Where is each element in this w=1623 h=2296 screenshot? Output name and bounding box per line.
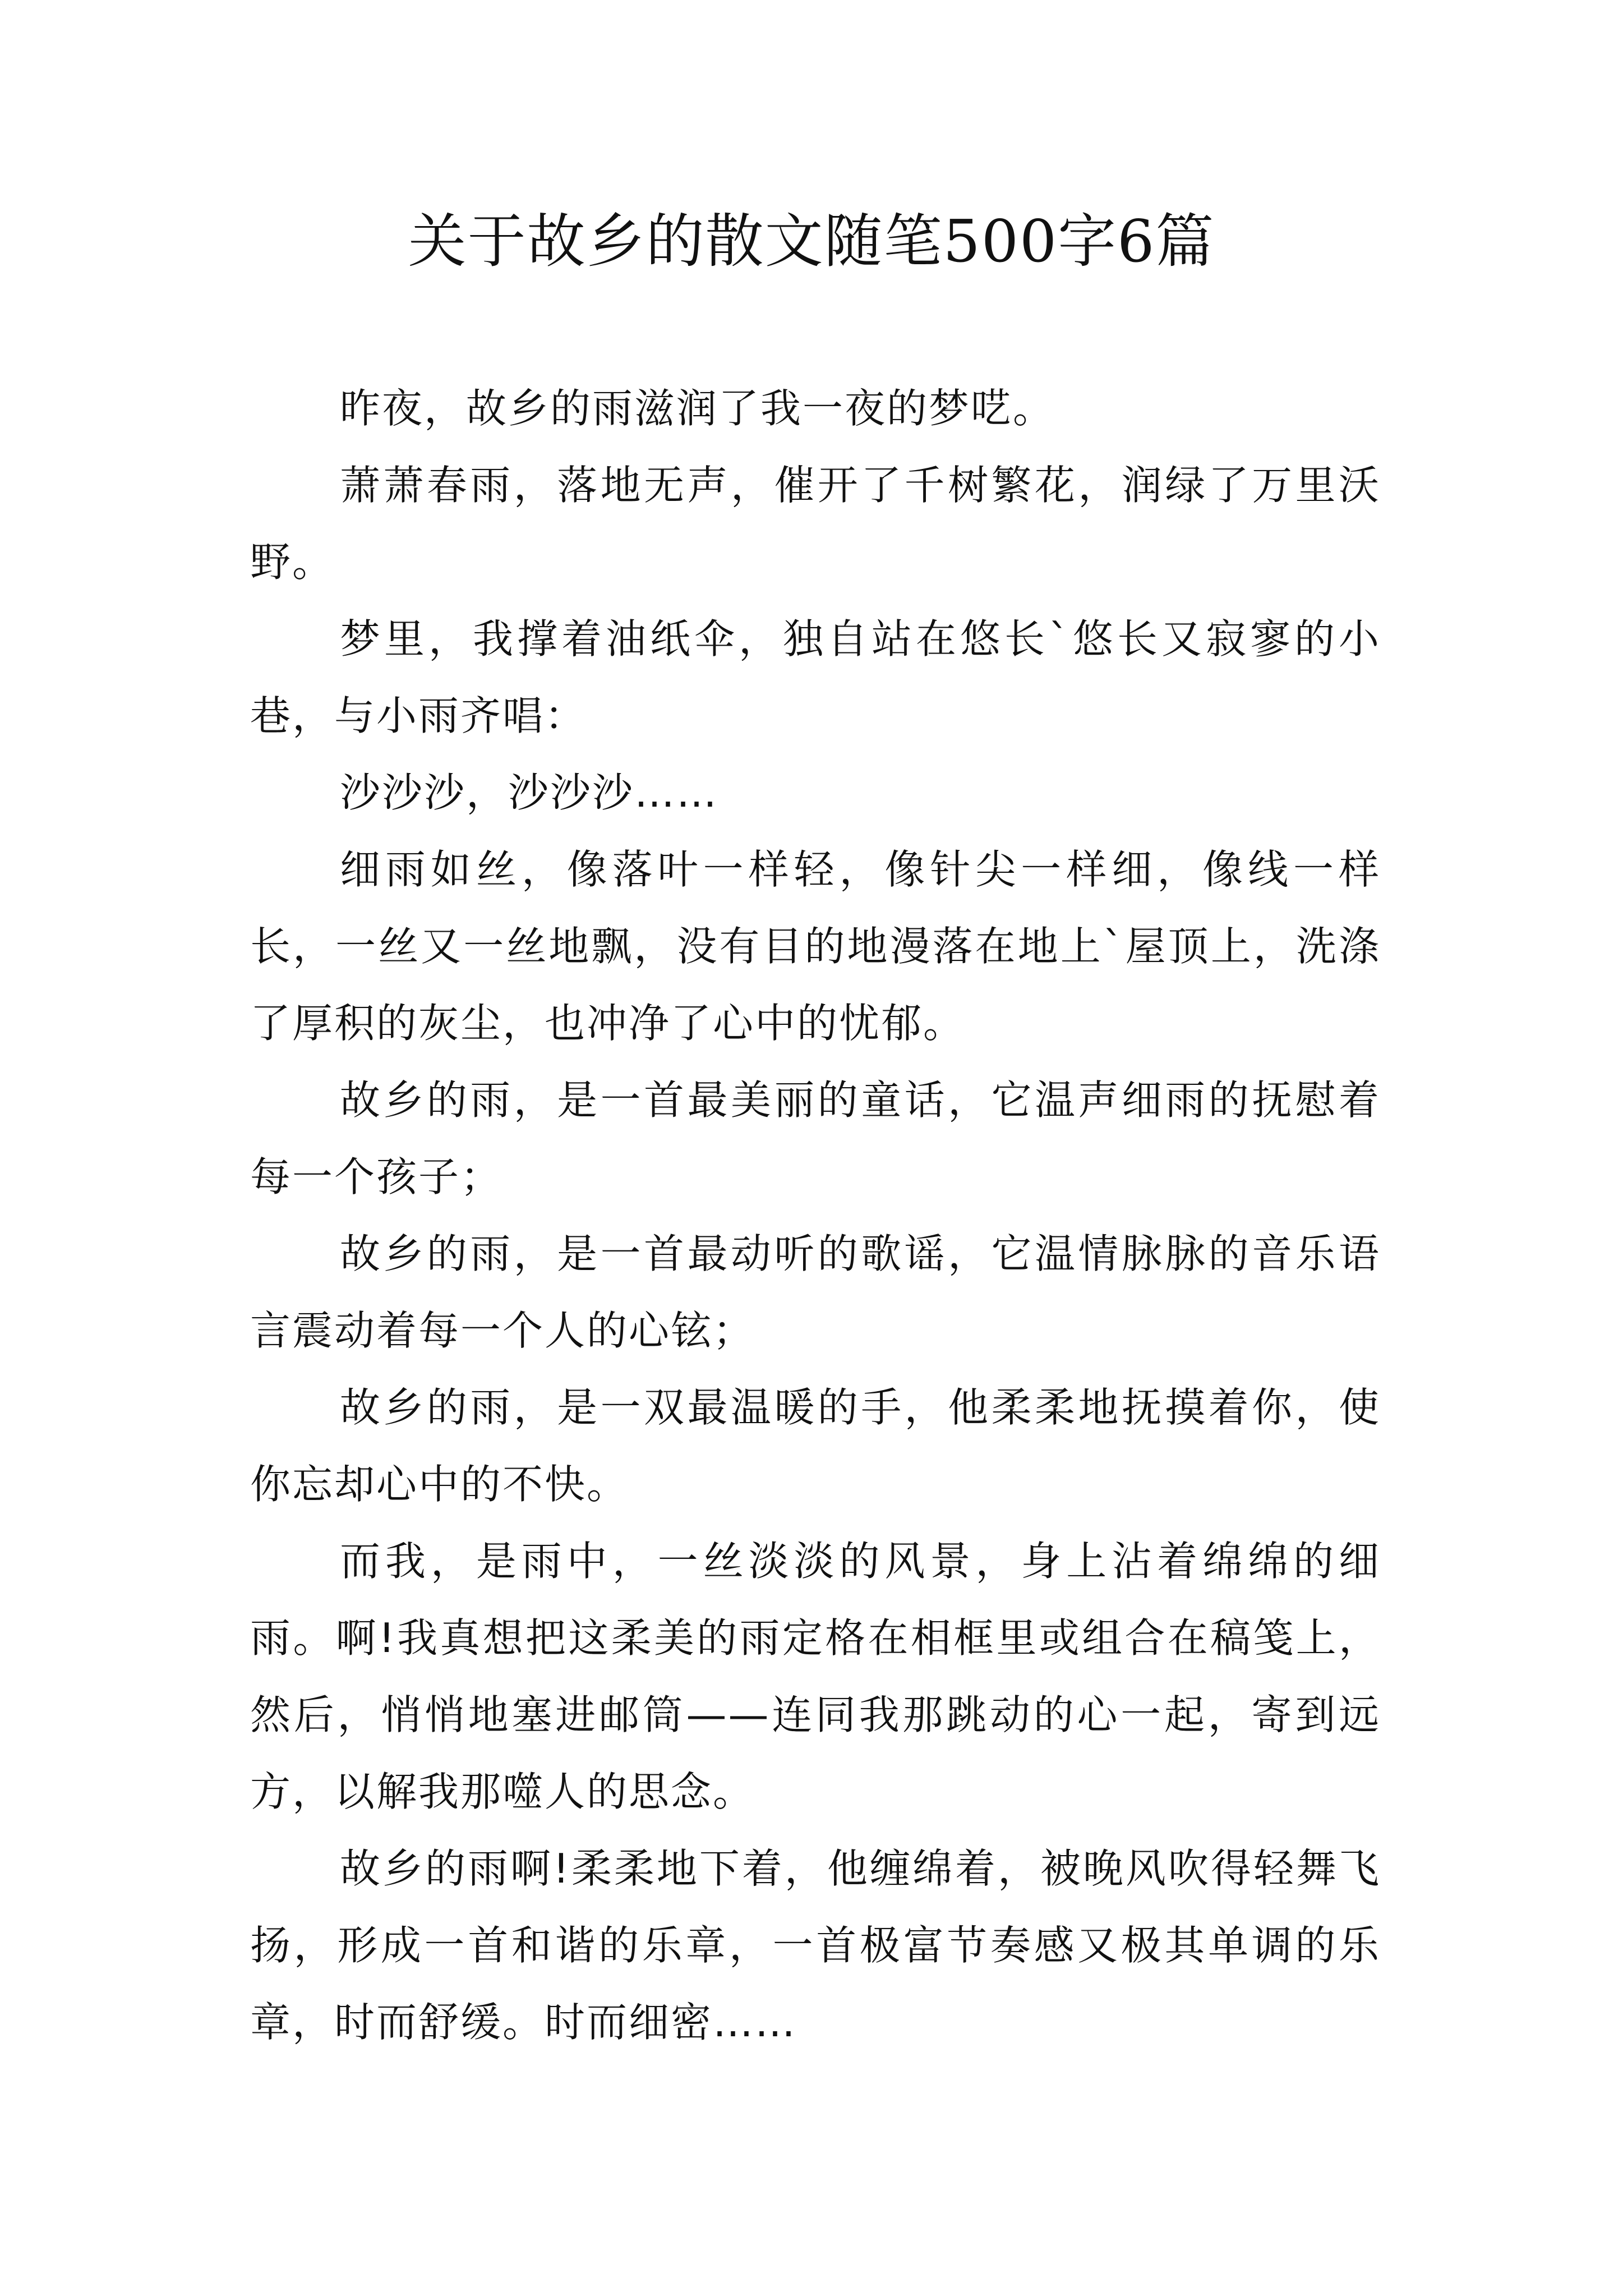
paragraph: 故乡的雨啊!柔柔地下着，他缠绵着，被晚风吹得轻舞飞扬，形成一首和谐的乐章，一首极富节奏感又极其单调的乐章，时而舒缓。时而细密……	[250, 1845, 1381, 2046]
paragraph: 故乡的雨，是一首最动听的歌谣，它温情脉脉的音乐语言震动着每一个人的心铉；	[250, 1230, 1381, 1354]
document-body	[250, 370, 1381, 2061]
paragraph: 萧萧春雨，落地无声，催开了千树繁花，润绿了万里沃野。	[250, 462, 1381, 586]
paragraph: 故乡的雨，是一双最温暖的手，他柔柔地抚摸着你，使你忘却心中的不快。	[250, 1384, 1381, 1508]
paragraph: 沙沙沙，沙沙沙……	[340, 769, 719, 816]
paragraph: 梦里，我撑着油纸伞，独自站在悠长`悠长又寂寥的小巷，与小雨齐唱：	[250, 615, 1381, 739]
paragraph: 故乡的雨，是一首最美丽的童话，它温声细雨的抚慰着每一个孩子；	[250, 1076, 1381, 1200]
document-title: 关于故乡的散文随笔500字6篇	[408, 207, 1215, 275]
paragraph: 而我，是雨中，一丝淡淡的风景，身上沾着绵绵的细雨。啊!我真想把这柔美的雨定格在相框里或组合在稿笺上，然后，悄悄地塞进邮筒——连同我那跳动的心一起，寄到远方，以解我那噬人的思念。	[250, 1538, 1381, 1815]
paragraph: 昨夜，故乡的雨滋润了我一夜的梦呓。	[340, 385, 1055, 432]
paragraph: 细雨如丝，像落叶一样轻，像针尖一样细，像线一样长，一丝又一丝地飘，没有目的地漫落在地上`屋顶上，洗涤了厚积的灰尘，也冲净了心中的忧郁。	[250, 846, 1381, 1047]
